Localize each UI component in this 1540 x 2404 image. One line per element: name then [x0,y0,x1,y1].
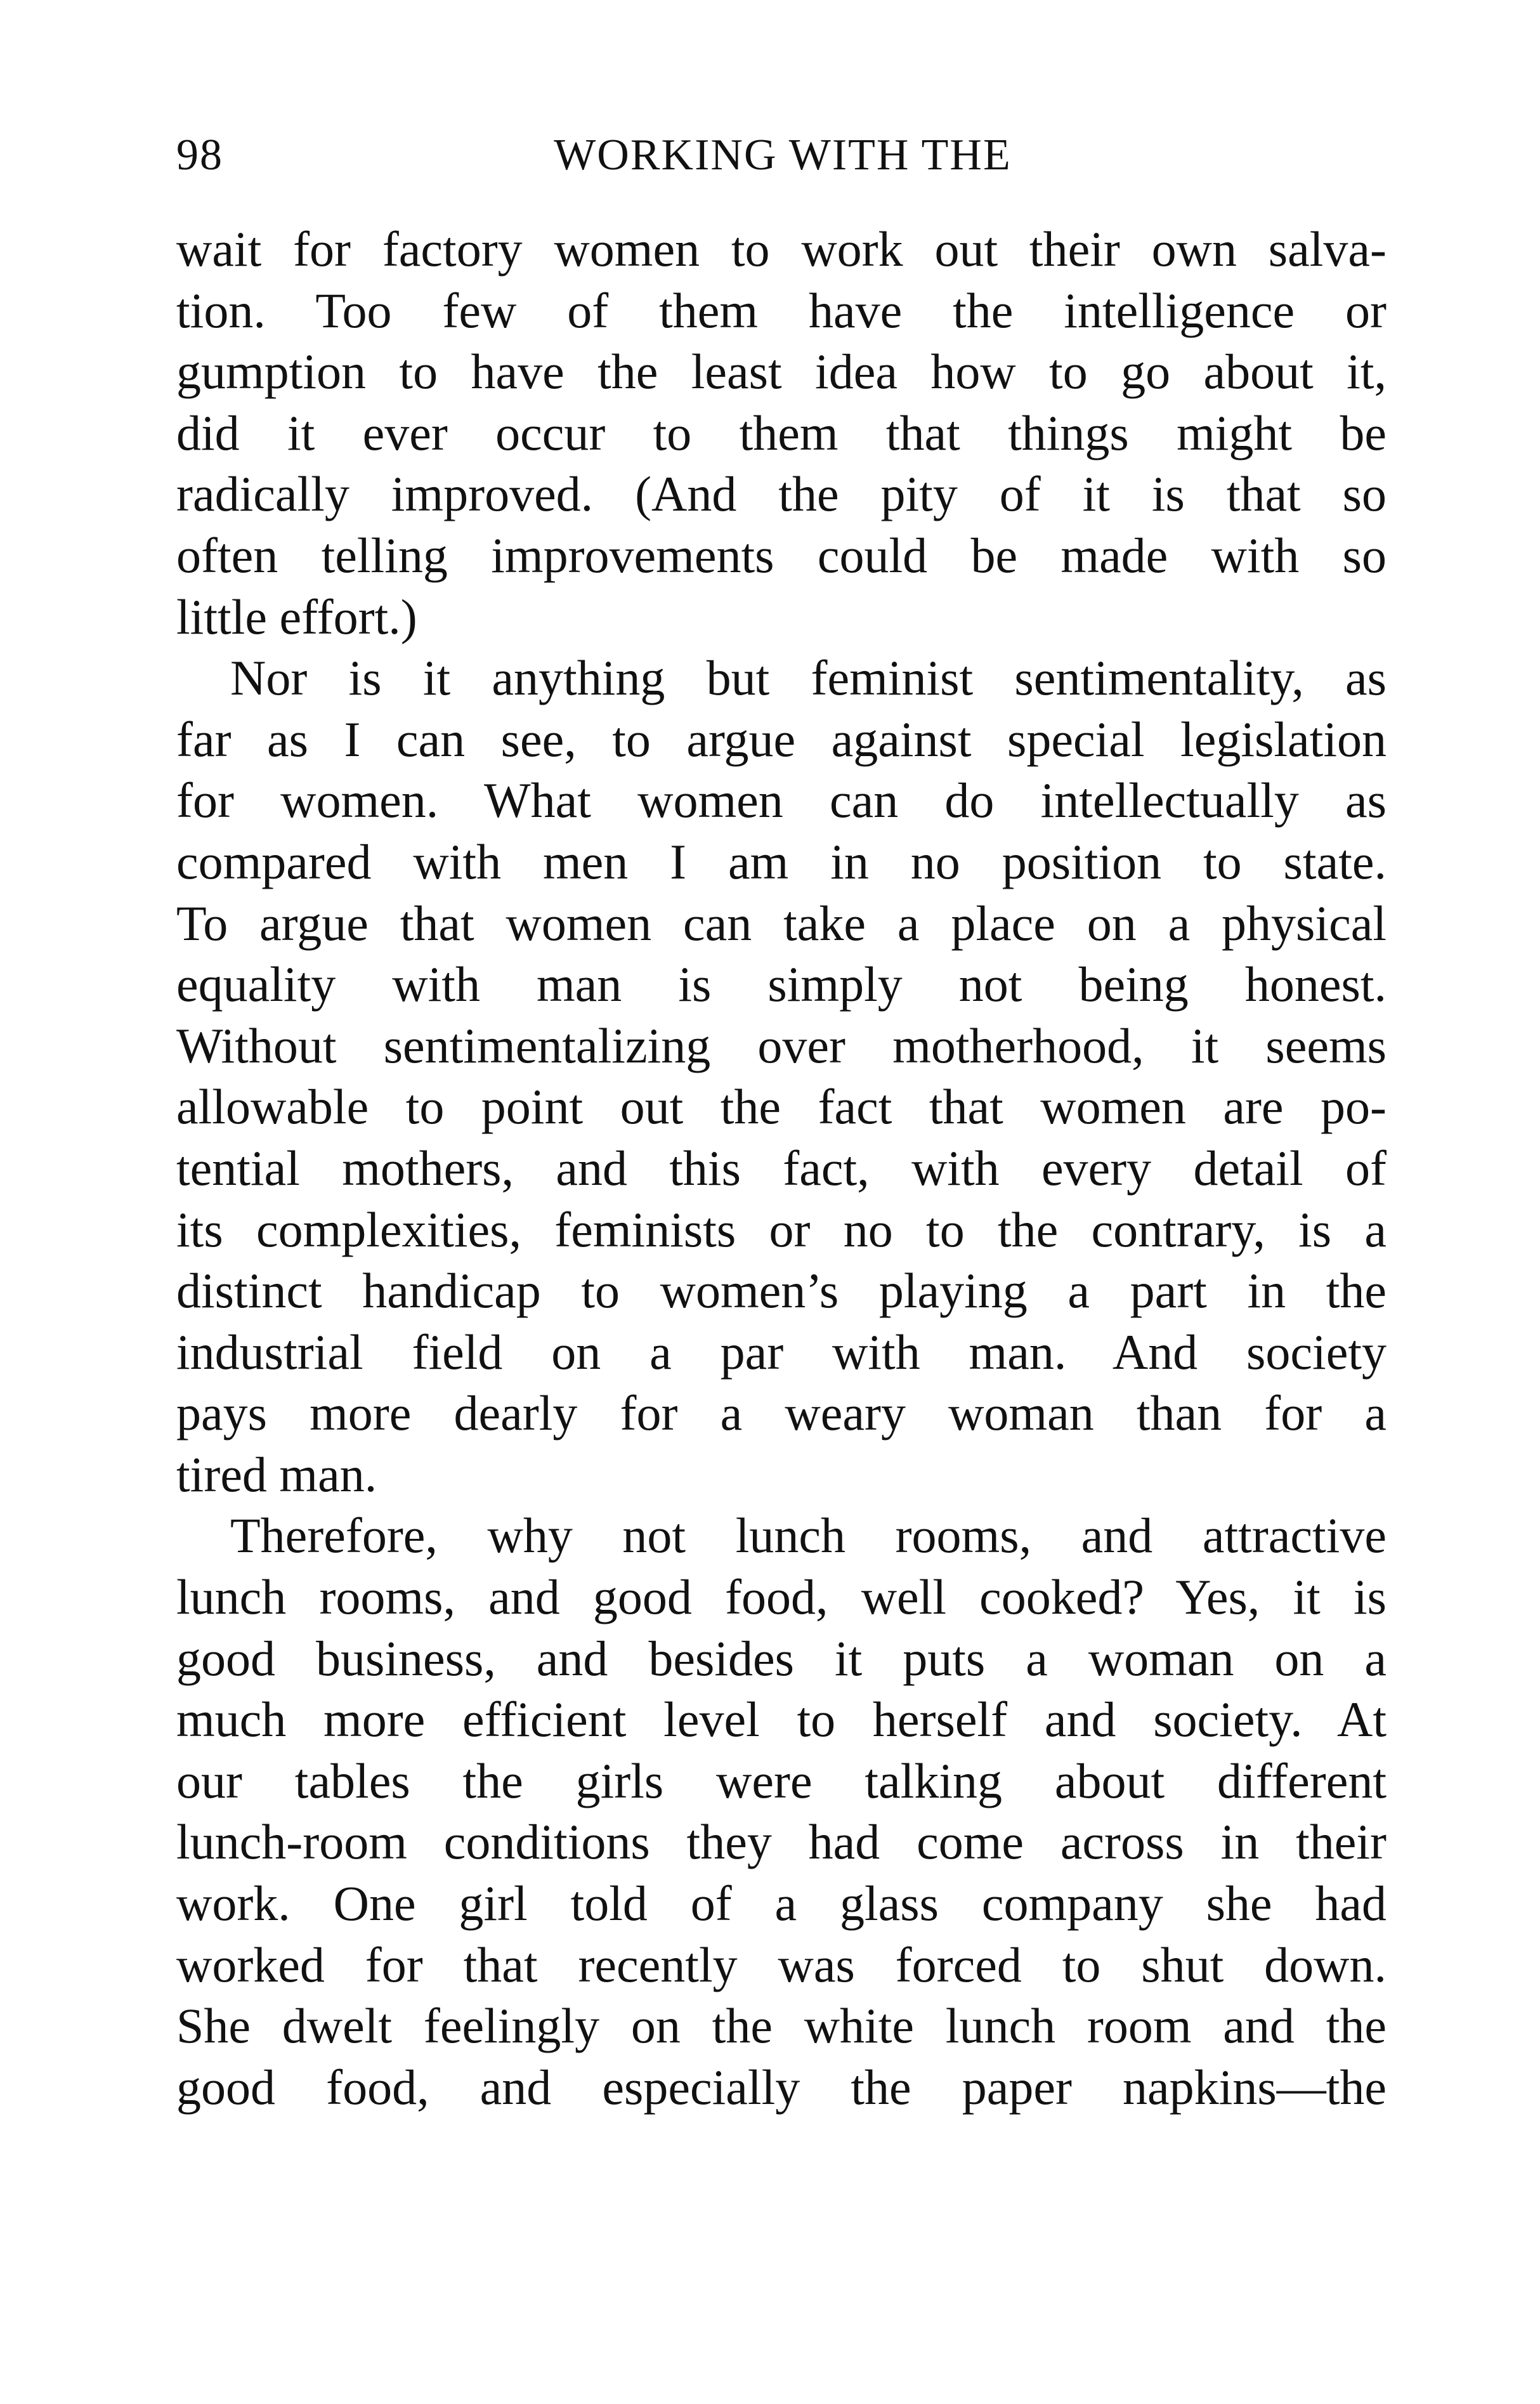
text-line: lunch rooms, and good food, well cooked? Yes, it is [176,1569,1387,1625]
text-line: its complexities, feminists or no to the contrary, is a [176,1201,1387,1257]
text-line: tential mothers, and this fact, with every detail of [176,1140,1387,1196]
text-line: tion. Too few of them have the intelligence or [176,282,1387,338]
text-line: pays more dearly for a weary woman than for a [176,1385,1387,1441]
text-line: Therefore, why not lunch rooms, and attractive [230,1508,1387,1564]
text-line: distinct handicap to women’s playing a part in the [176,1263,1387,1319]
text-line: industrial field on a par with man. And society [176,1324,1387,1380]
text-line: worked for that recently was forced to shut down. [176,1937,1387,1992]
text-line: for women. What women can do intellectually as [176,773,1387,828]
text-line: allowable to point out the fact that women are po- [176,1079,1387,1135]
text-line: our tables the girls were talking about different [176,1753,1387,1808]
text-line: work. One girl told of a glass company she had [176,1876,1387,1931]
running-title: WORKING WITH THE [554,131,1012,180]
text-line: Nor is it anything but feminist sentimentality, as [230,650,1387,706]
text-line: good food, and especially the paper napkins—the [176,2059,1387,2115]
text-line: good business, and besides it puts a woman on a [176,1630,1387,1686]
text-line: gumption to have the least idea how to go about it, [176,344,1387,400]
text-line: To argue that women can take a place on a physical [176,895,1387,951]
text-line: radically improved. (And the pity of it is that so [176,466,1387,522]
text-line: wait for factory women to work out their own salva- [176,221,1387,277]
text-line: far as I can see, to argue against special legislation [176,711,1387,767]
text-line: often telling improvements could be made with so [176,527,1387,583]
text-line: tired man. [176,1446,377,1502]
text-line: little effort.) [176,589,417,644]
text-line: compared with men I am in no position to state. [176,833,1387,889]
text-line: much more efficient level to herself and society. At [176,1692,1387,1747]
text-line: Without sentimentalizing over motherhood, it seems [176,1017,1387,1073]
text-line: equality with man is simply not being honest. [176,957,1387,1012]
text-line: did it ever occur to them that things might be [176,405,1387,461]
body-text [176,219,1387,2118]
text-line: lunch-room conditions they had come across in their [176,1814,1387,1870]
text-line: She dwelt feelingly on the white lunch room and the [176,1998,1387,2054]
page-number: 98 [176,131,223,180]
